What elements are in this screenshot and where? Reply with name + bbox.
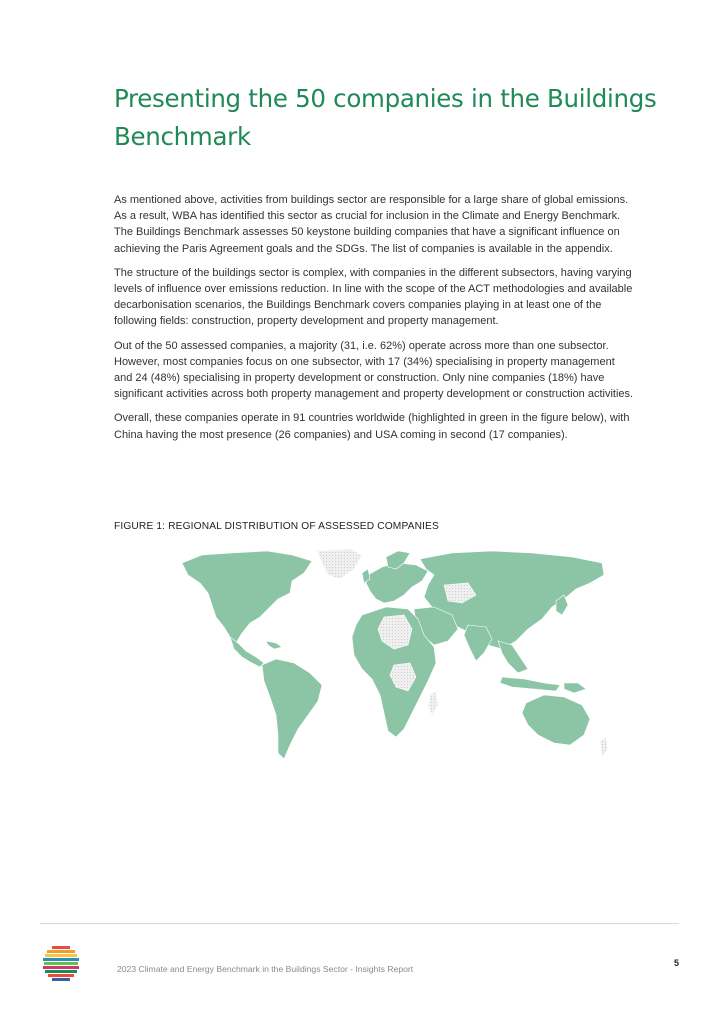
map-new-zealand: [600, 737, 608, 757]
map-caribbean: [266, 641, 282, 649]
world-map: [172, 545, 612, 770]
paragraph-countries: Overall, these companies operate in 91 countries worldwide (highlighted in green in the figure below), with China having the most presence (26 companies) and USA coming in second (17 companies).: [114, 412, 630, 441]
body-text: [114, 192, 636, 451]
map-central-america: [230, 637, 264, 667]
page-title: Presenting the 50 companies in the Buildings Benchmark: [114, 84, 657, 151]
page-number: 5: [674, 958, 680, 968]
map-australia: [522, 695, 590, 745]
map-north-america: [182, 551, 312, 643]
map-indonesia: [500, 677, 560, 691]
paragraph-subsectors: Out of the 50 assessed companies, a majority (31, i.e. 62%) operate across more than one subsector. However, most companies focus on one subsector, with 17 (34%) specialising in property management and 24 (48%) specialising in property development or construction. Only nine companies (18%) have significant activities across both property management and property development or construction activities.: [114, 339, 634, 401]
map-greenland: [317, 549, 362, 579]
paragraph-intro: As mentioned above, activities from buildings sector are responsible for a large share of global emissions. As a result, WBA has identified this sector as crucial for inclusion in the Climate and Energy Benchmark. The Buildings Benchmark assesses 50 keystone building companies that have a significant influence on achieving the Paris Agreement goals and the SDGs. The list of companies is available in the appendix.: [114, 194, 629, 255]
paragraph-structure: The structure of the buildings sector is complex, with companies in the different subsectors, having varying levels of influence over emissions reduction. In line with the scope of the ACT methodologies and available decarbonisation scenarios, the Buildings Benchmark covers companies playing in at least one of the following fields: construction, property development and property management.: [114, 266, 633, 328]
wba-logo: [42, 944, 84, 986]
map-papua: [564, 683, 586, 693]
footer-divider: [40, 923, 679, 924]
map-madagascar: [428, 691, 438, 715]
map-southeast-asia: [498, 641, 528, 673]
footer-report-title: 2023 Climate and Energy Benchmark in the Buildings Sector - Insights Report: [117, 964, 414, 974]
map-south-america: [262, 659, 322, 759]
figure-caption: FIGURE 1: REGIONAL DISTRIBUTION OF ASSESSED COMPANIES: [114, 521, 439, 532]
map-india: [464, 625, 492, 661]
map-europe: [366, 563, 428, 603]
